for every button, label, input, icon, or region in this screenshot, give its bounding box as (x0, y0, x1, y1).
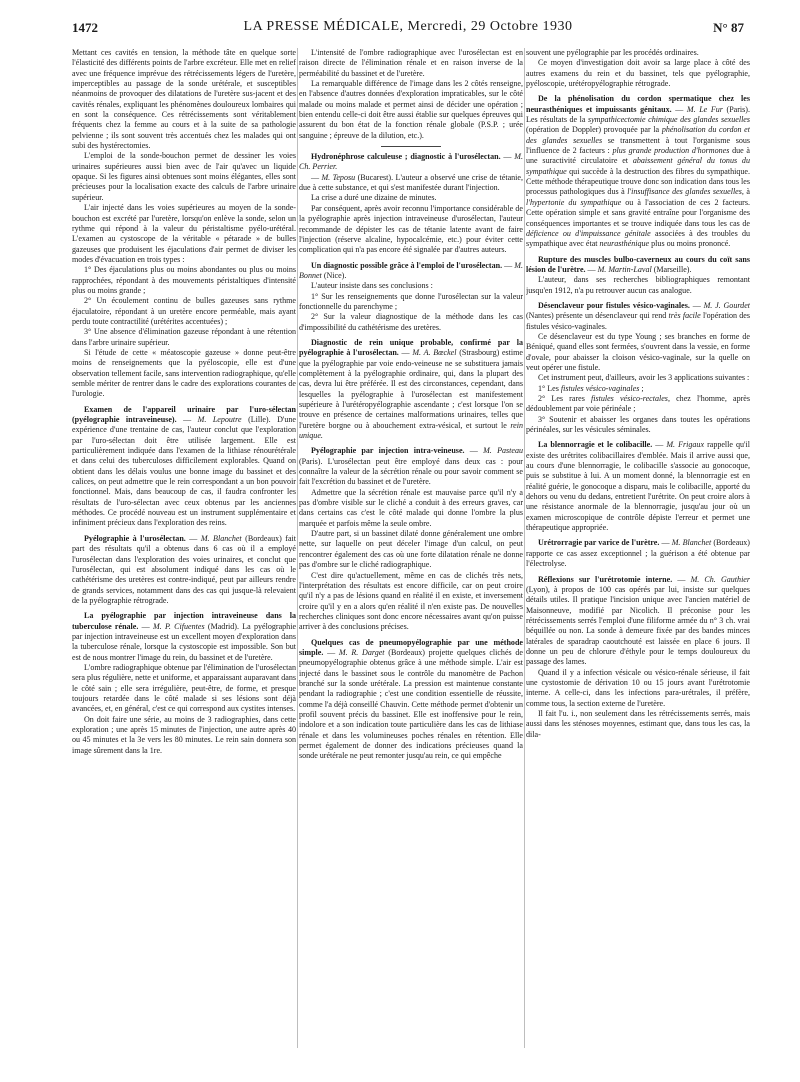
paragraph: 2° Un écoulement continu de bulles gazeuses sans rythme éjaculatoire, répondant à un uretère encore perméable, mais ayant perdu toute contractilité (urétérites accentuées) ; (72, 296, 296, 326)
abstract-text: (Bordeaux) rapporte ce cas assez exceptionnel ; la guérison a été obtenue par l'électrolyse. (526, 538, 750, 569)
paragraph: L'emploi de la sonde-bouchon permet de dessiner les voies urinaires supérieures aussi bien avec de l'air qu'avec un liquide opaque. Si les figures ainsi obtenues sont moins élégantes, elles sont précieuses pour la localisation exacte des calculs de l'arbre urinaire supérieur. (72, 151, 296, 202)
paragraph: L'auteur, dans ses recherches bibliographiques remontant jusqu'en 1912, n'a pu retrouver aucun cas analogue. (526, 275, 750, 295)
paragraph: L'air injecté dans les voies supérieures au moyen de la sonde-bouchon est excrété par l'uretère, lorsqu'on enlève la sonde, selon un rythme qui répond à la valeur du péristaltisme pyélo-urétéral. L'examen au cystoscope de la véritable « pétarade » de bulles gazeuses que produisent les éjaculations d'air permet de diviser les modes d'évacuation en trois types : (72, 203, 296, 264)
abstract: Pyélographie à l'urosélectan. — M. Blanchet (Bordeaux) fait part des résultats qu'il a obtenus dans 6 cas où il a employé l'urosélectan dans l'exploration des voies urinaires, et conclut que l'urosélectan, qui est absolument indiqué dans les cas où le cathétérisme des uretères est contre-indiqué, peut par ailleurs rendre de grands services, notamment dans des cas qui jusque-là relevaient de la pyélographie rétrograde. (72, 533, 296, 605)
abstract: Quelques cas de pneumopyélographie par une méthode simple. — M. R. Darget (Bordeaux) projette quelques clichés de pneumopyélographie obtenus grâce à une méthode simple. L'air est injecté dans le bassinet sous le contrôle du manomètre de Pachon branché sur la sonde urétérale. La pression est maintenue constante pendant la radiographie ; c'est une condition essentielle de réussite, comme l'a déjà conseillé Chauvin. Cette méthode permet d'obtenir un profil souvent précis du bassinet. Elle est inoffensive pour le rein, indolore et a son indication toute particulière dans les cas de lithiase rénale et dans les volumineuses poches rénales en rétention. Elle permet également de donner des indications précieuses quand la sonde urétérale ne peut remonter jusqu'au rein, ce qui empêche (299, 637, 523, 761)
abstract-city: (Lille). (248, 415, 271, 425)
paragraph: Il fait l'u. i., non seulement dans les rétrécissements serrés, mais aussi dans les sténoses moyennes, estimant que, dans tous les cas, la dila- (526, 708, 750, 739)
abstract: Rupture des muscles bulbo-caverneux au cours du coït sans lésion de l'urètre. — M. Martin-Laval (Marseille). (526, 254, 750, 274)
emphasis: rein unique. (299, 420, 523, 441)
paragraph: 1° Sur les renseignements que donne l'urosélectan sur la valeur fonctionnelle du parenchyme ; (299, 291, 523, 311)
abstract-title: Rupture des muscles bulbo-caverneux au cours du coït sans lésion de l'urètre. (526, 254, 750, 274)
abstract-title: La pyélographie par injection intraveineuse dans la tuberculose rénale. (72, 611, 296, 631)
abstract-author: M. Le Fur (686, 104, 723, 114)
abstract-text: (Strasbourg) estime que la pyélographie par voie endo-veineuse ne se substituera jamais complètement à la pyélographie ordinaire, qui, dans la plupart des cas, devra lui être préférée. Il est des circonstances, cependant, dans lesquelles la pyélographie à l'urosélectan est manifestement supérieure à l'urétéropyélographie ascendante ; c'est lorsque l'on se trouve en présence de certaines malformations urinaires, telles que l'uretère borgne ou à abouchement extra-vésical, et surtout le (299, 348, 523, 430)
section-rule (381, 146, 441, 147)
abstract-city: (Marseille). (653, 264, 692, 274)
abstract-text: (Lyon), à propos de 100 cas opérés par lui, insiste sur quelques détails utiles. Il pratique l'incision unique avec l'ancien matériel de Maisonneuve, modifié par Nicolich. Il préconise pour les rétrécissements serrés l'emploi d'une filiforme armée du n° 3 ch. vrai béquillée ou non. La sonde à demeure fixée par des bandes minces latérales de sparadrap caoutchouté est laissée en place 6 jours. Il donne un peu de chlorure d'éthyle pour le temps douloureux du passage des lames. (526, 584, 750, 667)
emphasis: sympathicectomie chimique des glandes sexuelles (587, 115, 750, 125)
abstract-author: M. A. Bœckel (412, 348, 457, 358)
abstract-author: M. R. Darget (338, 647, 385, 657)
abstract-author: M. Ch. Perrier. (299, 152, 523, 172)
emphasis: l'insuffisance des glandes sexuelles (627, 187, 742, 197)
column-2 (299, 48, 523, 1048)
abstract-title: Pyélographie à l'urosélectan. (84, 533, 186, 543)
abstract-title: Pyélographie par injection intra-veineuse. (311, 446, 465, 456)
emphasis: déficience ou d'impuissance génitale (526, 228, 651, 238)
abstract-city: (Nice). (323, 270, 347, 280)
paragraph: 2° Sur la valeur diagnostique de la méthode dans les cas d'impossibilité du cathétérisme des uretères. (299, 312, 523, 332)
emphasis: phénolisation du cordon et des glandes sexuelles (526, 125, 750, 145)
paragraph: Ce moyen d'investigation doit avoir sa large place à côté des autres examens du rein et du bassinet, tels que pyélographie, pyéloscopie, urétéropyélographie rétrograde. (526, 58, 750, 89)
abstract-title: Quelques cas de pneumopyélographie par une méthode simple. (299, 637, 523, 657)
emphasis: neurasthénique (599, 239, 650, 249)
emphasis: l'hypertonie du sympathique (526, 197, 622, 207)
page-header (72, 18, 744, 40)
abstract-text: (Paris). L'urosélectan peut être employé dans deux cas : pour connaître la valeur de la sécrétion rénale ou pour savoir comment se fait l'excrétion du bassinet et de l'uretère. (299, 456, 523, 487)
emphasis: abaissement général du tonus du sympathique (526, 156, 750, 176)
abstract-text: rappelle qu'il existe des urétrites colibacillaires d'emblée. Mais il arrive aussi que, au cours d'une blennorragie, le colibacille s'associe au gonocoque, puis se substitue à lui. A un moment donné, la blennorragie est en réalité guérie, le gonocoque a disparu, mais le colibacille, apporté du dehors ou venu du dedans, entretient l'urétrite. On peut croire alors à une résistance anormale de la blennorragie, jusqu'au jour où un examen microscopique de contrôle dépiste l'erreur et permet une thérapeutique appropriée. (526, 440, 750, 533)
abstract-title: Un diagnostic possible grâce à l'emploi de l'urosélectan. (311, 260, 503, 270)
abstract: Désenclaveur pour fistules vésico-vaginales. — M. J. Gourdet (Nantes) présente un désenclaveur qui rend très facile l'opération des fistules vésico-vaginales. (526, 300, 750, 331)
abstract-title: Diagnostic de rein unique probable, confirmé par la pyélographie à l'urosélectan. (299, 337, 523, 358)
paragraph: L'auteur insiste dans ses conclusions : (311, 281, 433, 291)
abstract-author: M. Blanchet (671, 538, 712, 548)
paragraph: 1° Des éjaculations plus ou moins abondantes ou plus ou moins rapprochées, répondant à des mouvements péristaltiques d'intensité plus ou moins grande ; (72, 265, 296, 295)
abstract: Hydronéphrose calculeuse ; diagnostic à l'urosélectan. — M. Ch. Perrier. (299, 152, 523, 172)
abstract-text: , à (741, 187, 750, 197)
column-separator (524, 48, 525, 1048)
paragraph: souvent une pyélographie par les procédés ordinaires. (526, 48, 699, 57)
abstract-title: Réflexions sur l'urétrotomie interne. (538, 574, 673, 584)
abstract-text: associées à des troubles du sympathique avec état (526, 228, 750, 249)
abstract: Pyélographie par injection intra-veineuse. — M. Pasteau (Paris). L'urosélectan peut être employé dans deux cas : pour connaître la valeur de la sécrétion rénale ou pour savoir comment se fait l'excrétion du bassinet et de l'uretère. (299, 446, 523, 487)
abstract: La blennorragie et le colibacille. — M. Frigaux rappelle qu'il existe des urétrites colibacillaires d'emblée. Mais il arrive aussi que, au cours d'une blennorragie, le colibacille s'associe au gonocoque, puis se substitue à lui. A un moment donné, la blennorragie est en réalité guérie, le gonocoque a disparu, mais le colibacille, apporté du dehors ou venu du dedans, entretient l'urétrite. On peut croire alors à une résistance anormale de la blennorragie, jusqu'au jour où un examen microscopique de contrôle dépiste l'erreur et permet une thérapeutique appropriée. (526, 440, 750, 533)
column-3 (526, 48, 750, 1048)
paragraph: 3° Une absence d'élimination gazeuse répondant à une rétention dans l'arbre urinaire supérieur. (72, 327, 296, 347)
abstract-author: M. Bonnet (299, 260, 523, 280)
list-item: 3° Soutenir et abaisser les organes dans toutes les opérations périnéales, sur les vésicules séminales. (526, 414, 750, 435)
abstract: Un diagnostic possible grâce à l'emploi de l'urosélectan. — M. Bonnet (Nice). (299, 260, 523, 280)
abstract-text: (Madrid). La pyélographie par injection intraveineuse est un excellent moyen d'exploration dans la tuberculose rénale, lorsque la cystoscopie est impossible. Son but est de nous montrer l'image du rein, du bassinet et de l'uretère. (72, 621, 296, 662)
abstract-text: (opération de Doppler) provoquée par la (526, 125, 660, 135)
abstract-text: (Bucarest). L'auteur a observé une crise de tétanie, due à cette substance, et qui s'est manifestée durant l'injection. (299, 172, 523, 193)
paragraph: D'autre part, si un bassinet dilaté donne généralement une ombre nette, sur laquelle on peut déceler l'image d'un calcul, on peut rencontrer également des cas où une forte dilatation rénale ne donne pas d'ombre sur le cliché radiographique. (299, 529, 523, 570)
paragraph: C'est dire qu'actuellement, même en cas de clichés très nets, l'interprétation des résultats est encore difficile, car on peut croire qu'il n'y a pas de lésions quand en réalité il en existe, et inversement croire qu'il y en a alors qu'en réalité il n'en existe pas. De nouvelles recherches cliniques sont donc encore nécessaires avant qu'on puisse arriver à des conclusions précises. (299, 570, 523, 632)
paragraph: Cet instrument peut, d'ailleurs, avoir les 3 applications suivantes : (538, 373, 750, 383)
abstract-text: l'opération des fistules vésico-vaginales. (526, 311, 750, 331)
abstract-title: Désenclaveur pour fistules vésico-vaginales. (538, 300, 690, 310)
list-item: 1° Les fistules vésico-vaginales ; (538, 383, 644, 393)
abstract-text: (Bordeaux) fait part des résultats qu'il a obtenus dans 6 cas où il a employé l'urosélectan dans l'exploration des voies urinaires, et conclut que l'urosélectan, qui est absolument indiqué dans les cas où le cathétérisme des uretères est contre-indiqué, peut par ailleurs rendre de grands services, notamment dans des cas qui jusque-là relevaient de la pyélographie rétrograde. (72, 533, 296, 605)
abstract-author: M. J. Gourdet (703, 300, 750, 310)
column-1 (72, 48, 296, 1048)
abstract-text: (Paris). Les résultats de la (526, 104, 750, 125)
page-number: 1472 (72, 20, 98, 35)
abstract-author: M. Ch. Gauthier (690, 574, 750, 584)
paragraph: Si l'étude de cette « méatoscopie gazeuse » donne peut-être moins de renseignements que la pyéloscopie, elle est d'une observation tellement facile, sans intervention radiographique, qu'elle semble mériter de rentrer dans le cadre des explorations courantes de l'urologie. (72, 347, 296, 399)
emphasis: fistules vésico-rectales (591, 394, 668, 403)
paragraph: Mettant ces cavités en tension, la méthode tâte en quelque sorte l'élasticité des différents points de l'arbre excréteur. Elle met en relief avec une fréquence imprévue des rétrécissements légers de l'uretère, imperceptibles au passage de la sonde urétérale, et susceptibles néanmoins de provoquer des dilatations de l'uretère sus-jacent et des cavités rénales, expliquant les phénomènes douloureux lombaires qui en sont la conséquence. Ces rétrécissements sont véritablement fréquents chez la femme au cours et à la suite de sa pathologie pelvienne ; ils sont souvent très accentués chez les malades qui ont subi des hystérectomies. (72, 48, 296, 151)
abstract-text: se transmettent à tout l'organisme sous l'influence de 2 facteurs : (526, 135, 750, 156)
emphasis: fistules vésico-vaginales (560, 383, 640, 393)
abstract-title: Urétrorragie par varice de l'urètre. (538, 538, 660, 548)
abstract-title: Hydronéphrose calculeuse ; diagnostic à l'urosélectan. (311, 152, 501, 162)
abstract-text: D'une expérience d'une trentaine de cas, l'auteur conclut que l'exploration par l'uro-sélectan doit être utilisée largement. Elle est particulièrement indiquée dans l'examen de la lithiase rénourétérale et dans celui des tuberculoses difficilement explorables. Quand on obtient dans les délais voulus une bonne image du bassinet et des calices, on peut admettre que le rein correspondant a un bon pouvoir fonctionnel. Mais, dans beaucoup de cas, il faudra confronter les résultats de l'uro-sélectan avec ceux obtenus par les anciennes méthodes. Ce procédé nouveau est un instrument supplémentaire et infiniment précieux dans l'exploration des reins. (72, 415, 296, 528)
abstract-text: qui succède à la destruction des fibres du sympathique. Cette méthode thérapeutique trouve donc son indication dans tous les processus pathologiques dus à (526, 166, 750, 197)
abstract-author: M. Pasteau (483, 446, 523, 456)
paragraph: La crise a duré une dizaine de minutes. (311, 193, 437, 203)
paragraph: Ce désenclaveur est du type Young ; ses branches en forme de Béniqué, quand elles sont fermées, s'ouvrent dans la vessie, en forme d'ovale, pour abaisser la cloison vésico-vaginale, sur la quelle on veut opérer une fistule. (526, 331, 750, 372)
abstract-author: M. Teposu (321, 172, 356, 182)
emphasis: plus grande production d'hormones (612, 146, 730, 156)
masthead: LA PRESSE MÉDICALE, Mercredi, 29 Octobre 1930 (243, 19, 573, 34)
paragraph: L'ombre radiographique obtenue par l'élimination de l'urosélectan sera plus régulière, nette et uniforme, et apparaissant auparavant dans le côté sain ; elle sera irrégulière, peut-être, de forme, et presque toujours retardée dans le côté malade si ses lésions sont déjà avancées, et, en général, c'est ce qui correspond aux cystites intenses. (72, 662, 296, 714)
column-separator (297, 48, 298, 1048)
abstract-text: (Nantes) présente un désenclaveur qui rend (526, 311, 667, 321)
issue-number: N° 87 (713, 20, 744, 35)
emphasis: très facile (668, 311, 701, 321)
paragraph: Admettre que la sécrétion rénale est mauvaise parce qu'il n'y a pas d'ombre visible sur le cliché a conduit à des erreurs graves, car dans certains cas c'est le côté malade qui donne l'ombre la plus marquée et parfois même la seule ombre. (299, 487, 523, 528)
abstract-text: (Bordeaux) projette quelques clichés de pneumopyélographie obtenus grâce à une méthode simple. L'air est injecté dans le bassinet sous le contrôle du manomètre de Pachon branché sur la sonde urétérale. La pression est maintenue constante pendant la radiographie ; c'est une condition essentielle de réussite, comme l'a déjà conseillé Chauvin. Cette méthode permet d'obtenir un profil souvent précis du bassinet. Elle est inoffensive pour le rein, indolore et a son indication toute particulière dans les cas de lithiase rénale et dans les volumineuses poches rénales en rétention. Elle permet également de donner des indications précieuses quand la sonde urétérale ne peut remonter jusqu'au rein, ce qui empêche (299, 647, 523, 761)
abstract: De la phénolisation du cordon spermatique chez les neurasthéniques et impuissants génitaux. — M. Le Fur (Paris). Les résultats de la sympathicectomie chimique des glandes sexuelles (opération de Doppler) provoquée par la phénolisation du cordon et des glandes sexuelles se transmettent à tout l'organisme sous l'influence de 2 facteurs : plus grande production d'hormones due à une suractivité circulatoire et abaissement général du tonus du sympathique qui succède à la destruction des fibres du sympathique. Cette méthode thérapeutique trouve donc son indication dans tous les processus pathologiques dus à l'insuffisance des glandes sexuelles, à l'hypertonie du sympathique ou à l'association de ces 2 facteurs. Cette opération simple et sans gravité entraîne pour l'organisme des conséquences importantes et se trouve indiquée dans tous les cas de déficience ou d'impuissance génitale associées à des troubles du sympathique avec état neurasthénique plus ou moins prononcé. (526, 94, 750, 249)
abstract: Réflexions sur l'urétrotomie interne. — M. Ch. Gauthier (Lyon), à propos de 100 cas opérés par lui, insiste sur quelques détails utiles. Il pratique l'incision unique avec l'ancien matériel de Maisonneuve, modifié par Nicolich. Il préconise pour les rétrécissements serrés l'emploi d'une filiforme armée du n° 3 ch. vrai béquillée ou non. La sonde à demeure fixée par des bandes minces latérales de sparadrap caoutchouté est laissée en place 6 jours. Il donne un peu de chlorure d'éthyle pour le temps douloureux du passage des lames. (526, 574, 750, 667)
abstract: La pyélographie par injection intraveineuse dans la tuberculose rénale. — M. P. Cifuentes (Madrid). La pyélographie par injection intraveineuse est un excellent moyen d'exploration dans la tuberculose rénale, lorsque la cystoscopie est impossible. Son but est de nous montrer l'image du rein, du bassinet et de l'uretère. (72, 611, 296, 662)
abstract-text: plus ou moins prononcé. (651, 239, 731, 249)
abstract-author: M. P. Cifuentes (153, 621, 205, 631)
abstract: Examen de l'appareil urinaire par l'uro-sélectan (pyélographie intraveineuse). — M. Lepoutre (Lille). D'une expérience d'une trentaine de cas, l'auteur conclut que l'exploration par l'uro-sélectan doit être utilisée largement. Elle est particulièrement indiquée dans l'examen de la lithiase rénourétérale et dans celui des tuberculoses difficilement explorables. Quand on obtient dans les délais voulus une bonne image du bassinet et des calices, on peut admettre que le rein correspondant a un bon pouvoir fonctionnel. Mais, dans beaucoup de cas, il faudra confronter les résultats de l'uro-sélectan avec ceux obtenus par les anciennes méthodes. Ce procédé nouveau est un instrument supplémentaire et infiniment précieux dans l'exploration des reins. (72, 404, 296, 528)
abstract-text: due à une suractivité circulatoire et (526, 146, 750, 166)
abstract-title: De la phénolisation du cordon spermatique chez les neurasthéniques et impuissants génitaux. (526, 94, 750, 114)
abstract: Diagnostic de rein unique probable, confirmé par la pyélographie à l'urosélectan. — M. A. Bœckel (Strasbourg) estime que la pyélographie par voie endo-veineuse ne se substituera jamais complètement à la pyélographie ordinaire, qui, dans la plupart des cas, devra lui être préférée. Il est des circonstances, cependant, dans lesquelles la pyélographie à l'urosélectan est manifestement supérieure à l'urétéropyélographie ascendante ; c'est lorsque l'on se trouve en présence de certaines malformations urinaires, telles que l'uretère borgne ou à abouchement extra-vésical, et surtout le rein unique. (299, 337, 523, 441)
list-item: 2° Les rares fistules vésico-rectales, chez l'homme, après dédoublement par voie périnéale ; (526, 394, 750, 414)
paragraph: La remarquable différence de l'image dans les 2 côtés renseigne, en l'absence d'autres données d'exploration impraticables, sur le côté malade ou moins malade et permet ainsi de décider une opération ; bien entendu celle-ci doit être aussi établie sur quelques épreuves qui assurent du bon état de la fonction rénale globale (P.S.P. ; urée sanguine ; épreuve de la dilution, etc.). (299, 79, 523, 140)
paragraph: L'intensité de l'ombre radiographique avec l'urosélectan est en raison directe de l'élimination rénale et en raison inverse de la perméabilité du bassinet et de l'uretère. (299, 48, 523, 78)
abstract-author: M. Blanchet (200, 533, 242, 543)
abstract-title: Examen de l'appareil urinaire par l'uro-sélectan (pyélographie intraveineuse). (72, 404, 296, 425)
abstract-author: M. Martin-Laval (597, 264, 652, 274)
abstract: — M. Teposu (Bucarest). L'auteur a observé une crise de tétanie, due à cette substance, et qui s'est manifestée durant l'injection. (299, 172, 523, 193)
paragraph: Par conséquent, après avoir reconnu l'importance considérable de la pyélographie après injection intraveineuse d'urosélectan, l'auteur recommande de dépister les cas de tétanie latente avant de faire l'injection (réserve alcaline, hypocalcémie, etc.) pour éviter cette complication qui n'a pas encore été signalée par d'autres auteurs. (299, 203, 523, 255)
abstract-title: La blennorragie et le colibacille. (538, 440, 653, 450)
abstract-author: M. Lepoutre (197, 415, 242, 425)
abstract-text: ou à l'association de ces 2 facteurs. Cette opération simple et sans gravité entraîne pour l'organisme des conséquences importantes et se trouve indiquée dans tous les cas de (526, 197, 750, 228)
paragraph: On doit faire une série, au moins de 3 radiographies, dans cette exploration ; une après 15 minutes de l'injection, une autre après 40 ou 45 minutes et la 3e vers les 80 minutes. Le rein sain donnera son image sûrement dans la 1re. (72, 714, 296, 755)
paragraph: Quand il y a infection vésicale ou vésico-rénale sérieuse, il fait une cystostomie de dérivation 10 ou 15 jours avant l'urétrotomie interne. A celle-ci, dans les infections para-urétrales, il préfère, comme tous, la section externe de l'uretère. (526, 667, 750, 708)
abstract: Urétrorragie par varice de l'urètre. — M. Blanchet (Bordeaux) rapporte ce cas assez exceptionnel ; la guérison a été obtenue par l'électrolyse. (526, 538, 750, 569)
abstract-author: M. Frigaux (666, 440, 705, 450)
